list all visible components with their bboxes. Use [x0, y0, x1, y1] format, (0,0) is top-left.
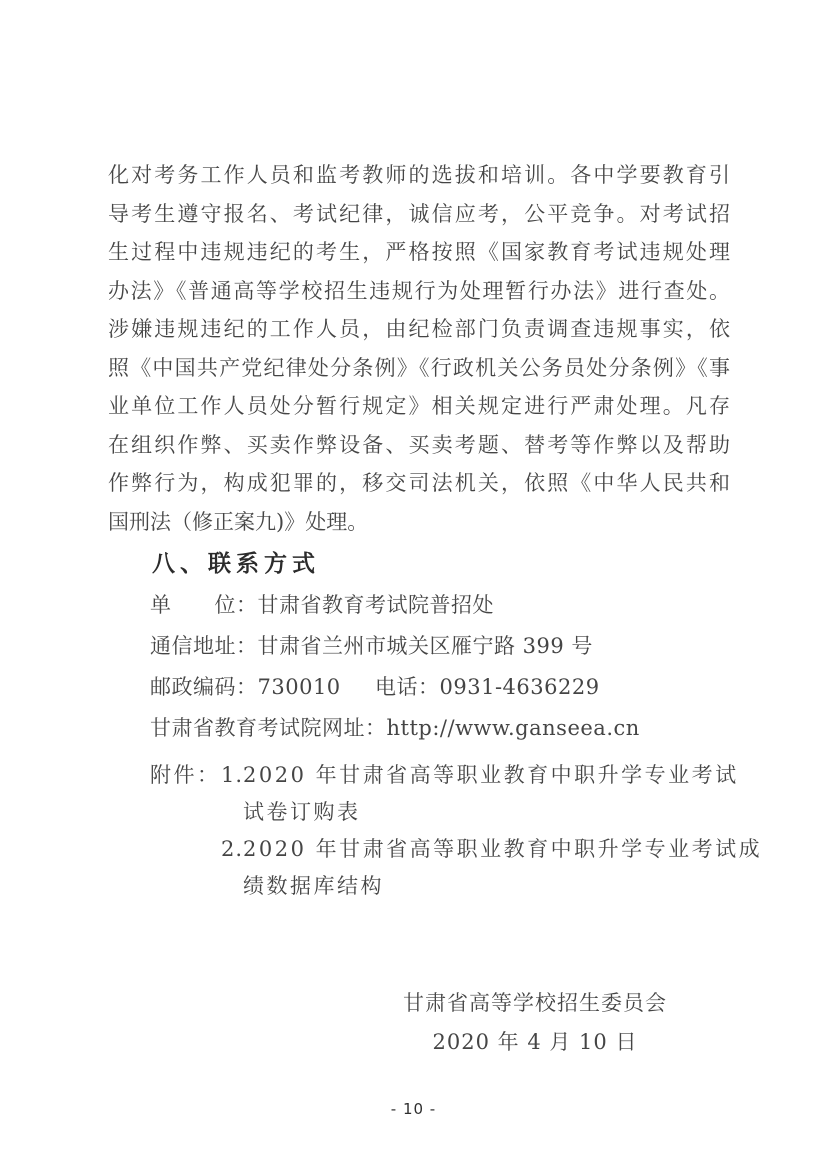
contact-postal-phone-line: [150, 667, 750, 708]
contact-block: [150, 585, 750, 749]
body-line: 国刑法（修正案九)》处理。: [108, 509, 369, 534]
attachment-2-number: 2.: [221, 837, 244, 861]
contact-address-line: 通信地址：甘肃省兰州市城关区雁宁路 399 号: [150, 634, 593, 658]
body-line: 在组织作弊、买卖作弊设备、买卖考题、替考等作弊以及帮助: [108, 432, 730, 457]
body-line: 导考生遵守报名、考试纪律，诚信应考，公平竞争。对考试招: [108, 201, 730, 226]
attachments-label: 附件：: [150, 763, 221, 787]
attachment-2-title-line-2: 绩数据库结构: [243, 874, 384, 898]
body-line: 办法》《普通高等学校招生违规行为处理暂行办法》进行查处。: [108, 278, 730, 303]
section-heading-contact: 八、联系方式: [152, 551, 320, 577]
contact-phone-number: 电话：0931-4636229: [375, 675, 600, 699]
attachment-2-title-line-1: 2020 年甘肃省高等职业教育中职升学专业考试成: [243, 837, 763, 861]
page-number: - 10 -: [390, 1100, 437, 1118]
body-line: 照《中国共产党纪律处分条例》《行政机关公务员处分条例》《事: [108, 355, 730, 380]
body-line: 涉嫌违规违纪的工作人员，由纪检部门负责调查违规事实，依: [108, 317, 730, 341]
contact-postal-code: 邮政编码：730010: [150, 675, 341, 699]
signature-block: [350, 984, 720, 1061]
body-line: 业单位工作人员处分暂行规定》相关规定进行严肃处理。凡存: [108, 394, 730, 418]
attachment-1-title-line-1: 2020 年甘肃省高等职业教育中职升学专业考试: [243, 763, 739, 787]
contact-unit-line: 单 位：甘肃省教育考试院普招处: [150, 593, 494, 617]
attachment-1-number: 1.: [221, 763, 244, 787]
body-line: 生过程中违规违纪的考生，严格按照《国家教育考试违规处理: [108, 240, 730, 264]
contact-website-line: 甘肃省教育考试院网址：http://www.ganseea.cn: [150, 716, 640, 740]
body-line: 作弊行为，构成犯罪的，移交司法机关，依照《中华人民共和: [108, 471, 730, 495]
signature-organization: 甘肃省高等学校招生委员会: [403, 991, 667, 1015]
attachment-1-title-line-2: 试卷订购表: [243, 800, 361, 824]
body-paragraph: [108, 156, 730, 541]
signature-date: 2020 年 4 月 10 日: [432, 1029, 638, 1054]
body-line: 化对考务工作人员和监考教师的选拔和培训。各中学要教育引: [108, 163, 730, 187]
